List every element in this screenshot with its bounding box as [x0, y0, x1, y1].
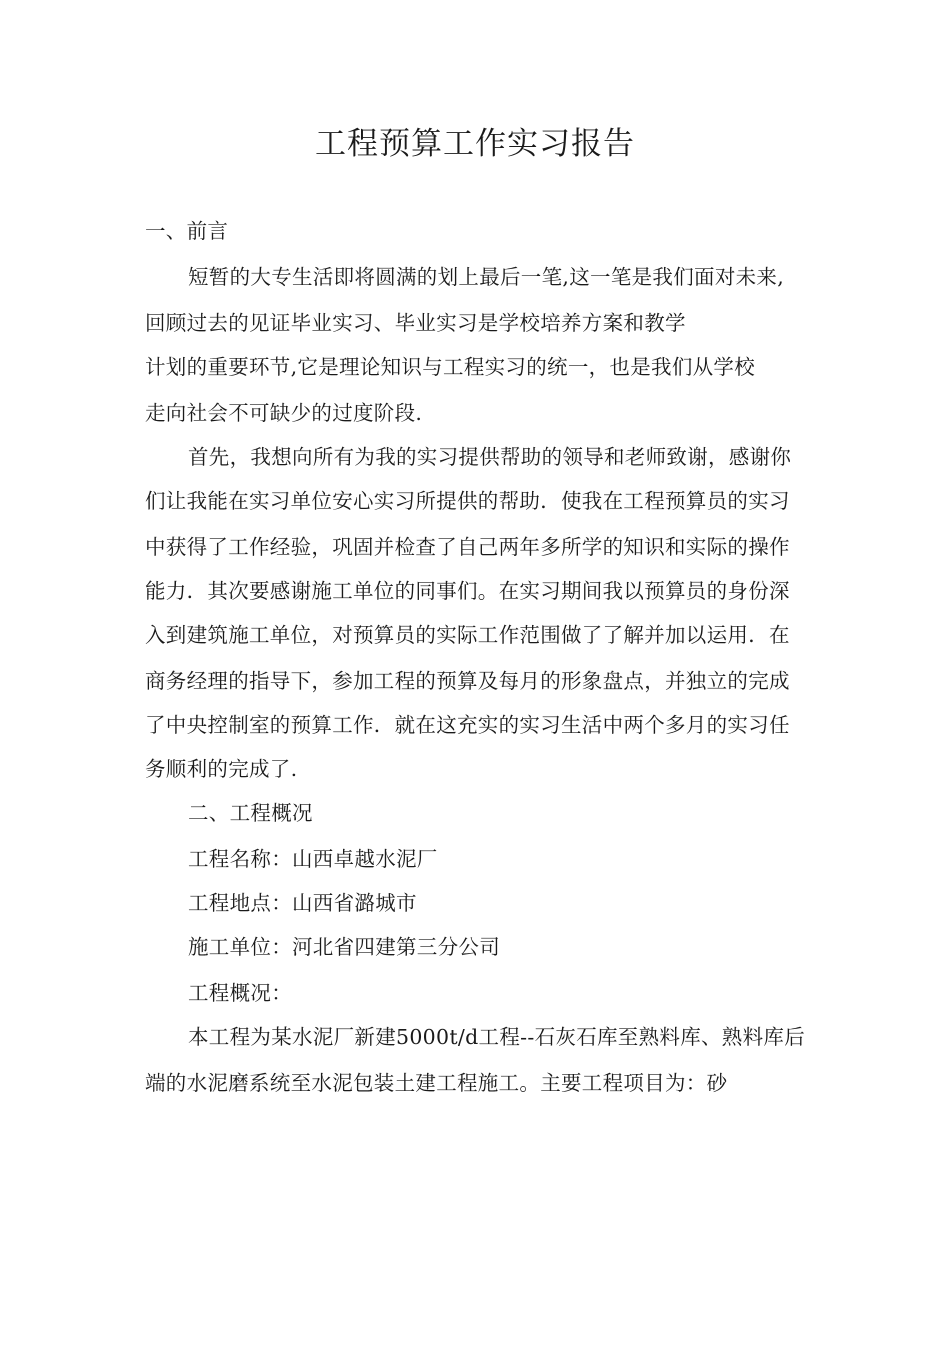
- section-heading-overview: 二、工程概况: [188, 801, 313, 825]
- project-name: 工程名称：山西卓越水泥厂: [188, 847, 438, 871]
- section-heading-preface: 一、前言: [145, 219, 229, 243]
- project-contractor: 施工单位：河北省四建第三分公司: [188, 935, 500, 959]
- paragraph-line: 务顺利的完成了.: [145, 757, 298, 781]
- paragraph-line: 商务经理的指导下，参加工程的预算及每月的形象盘点，并独立的完成: [145, 669, 790, 693]
- document-title: 工程预算工作实习报告: [315, 126, 635, 162]
- paragraph-line: 走向社会不可缺少的过度阶段.: [145, 401, 423, 425]
- paragraph-line: 端的水泥磨系统至水泥包装土建工程施工。主要工程项目为：砂: [145, 1071, 728, 1095]
- paragraph-line: 入到建筑施工单位，对预算员的实际工作范围做了了解并加以运用．在: [145, 623, 790, 647]
- project-location: 工程地点：山西省潞城市: [188, 891, 417, 915]
- paragraph-line: 首先，我想向所有为我的实习提供帮助的领导和老师致谢，感谢你: [188, 445, 792, 469]
- paragraph-line: 本工程为某水泥厂新建5000t/d工程--石灰石库至熟料库、熟料库后: [188, 1025, 805, 1049]
- paragraph-line: 短暂的大专生活即将圆满的划上最后一笔,这一笔是我们面对未来,: [188, 265, 785, 289]
- paragraph-line: 计划的重要环节,它是理论知识与工程实习的统一，也是我们从学校: [145, 355, 756, 379]
- paragraph-line: 能力．其次要感谢施工单位的同事们。在实习期间我以预算员的身份深: [145, 579, 790, 603]
- paragraph-line: 们让我能在实习单位安心实习所提供的帮助．使我在工程预算员的实习: [145, 489, 790, 513]
- paragraph-line: 了中央控制室的预算工作．就在这充实的实习生活中两个多月的实习任: [145, 713, 790, 737]
- project-overview-label: 工程概况：: [188, 981, 292, 1005]
- paragraph-line: 中获得了工作经验，巩固并检查了自己两年多所学的知识和实际的操作: [145, 535, 790, 559]
- paragraph-line: 回顾过去的见证毕业实习、毕业实习是学校培养方案和教学: [145, 311, 686, 335]
